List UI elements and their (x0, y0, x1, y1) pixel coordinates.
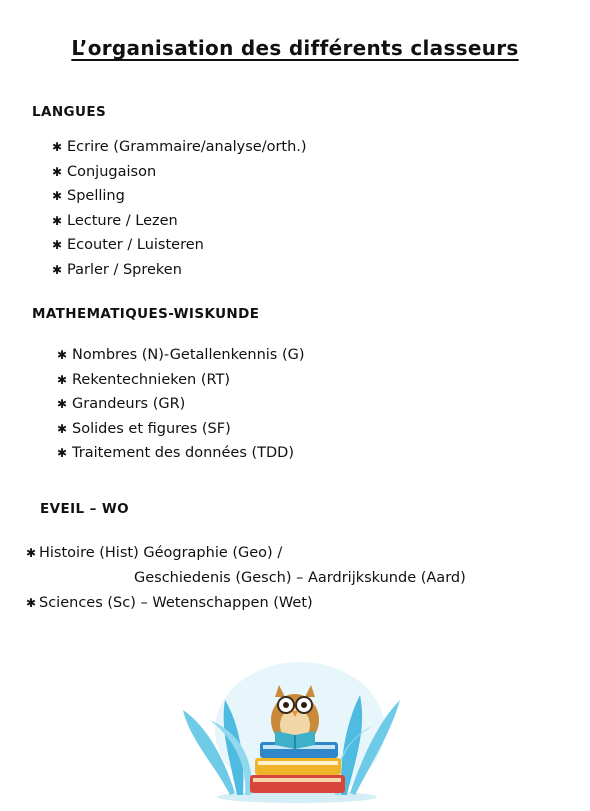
section-heading-langues: LANGUES (32, 104, 107, 120)
list-langues (52, 135, 307, 282)
eveil-line-2: Geschiedenis (Gesch) – Aardrijkskunde (Aard) (134, 570, 466, 586)
list-item: ✱ Ecouter / Luisteren (52, 233, 307, 258)
list-item: ✱ Parler / Spreken (52, 258, 307, 283)
star-bullet-icon: ✱ (52, 140, 63, 154)
owl-icon (271, 685, 319, 749)
star-bullet-icon: ✱ (52, 238, 63, 252)
section-heading-eveil: EVEIL – WO (40, 501, 130, 517)
eveil-line-3: ✱ Sciences (Sc) – Wetenschappen (Wet) (26, 595, 313, 611)
star-bullet-icon: ✱ (57, 372, 68, 387)
star-bullet-icon: ✱ (52, 189, 63, 203)
list-item: ✱ Traitement des données (TDD) (57, 441, 305, 466)
list-item: ✱ Rekentechnieken (RT) (57, 368, 305, 393)
list-item: ✱ Spelling (52, 184, 307, 209)
star-bullet-icon: ✱ (52, 164, 63, 179)
books-stack-icon (250, 742, 345, 793)
star-bullet-icon: ✱ (57, 446, 68, 460)
star-bullet-icon: ✱ (57, 397, 68, 411)
star-bullet-icon: ✱ (52, 262, 63, 277)
star-bullet-icon: ✱ (26, 596, 37, 610)
section-heading-mathematiques: MATHEMATIQUES-WISKUNDE (32, 306, 260, 322)
star-bullet-icon: ✱ (57, 348, 68, 362)
list-item: ✱ Ecrire (Grammaire/analyse/orth.) (52, 135, 307, 160)
owl-books-illustration (175, 645, 415, 805)
list-mathematiques (57, 343, 305, 466)
star-bullet-icon: ✱ (26, 546, 37, 560)
list-item: ✱ Grandeurs (GR) (57, 392, 305, 417)
list-item: ✱ Solides et figures (SF) (57, 417, 305, 442)
list-item: ✱ Nombres (N)-Getallenkennis (G) (57, 343, 305, 368)
star-bullet-icon: ✱ (52, 213, 63, 228)
page-title: L’organisation des différents classeurs (71, 36, 519, 60)
eveil-line-1: ✱ Histoire (Hist) Géographie (Geo) / (26, 545, 283, 561)
list-item: ✱ Conjugaison (52, 160, 307, 185)
list-item: ✱ Lecture / Lezen (52, 209, 307, 234)
star-bullet-icon: ✱ (57, 421, 68, 436)
